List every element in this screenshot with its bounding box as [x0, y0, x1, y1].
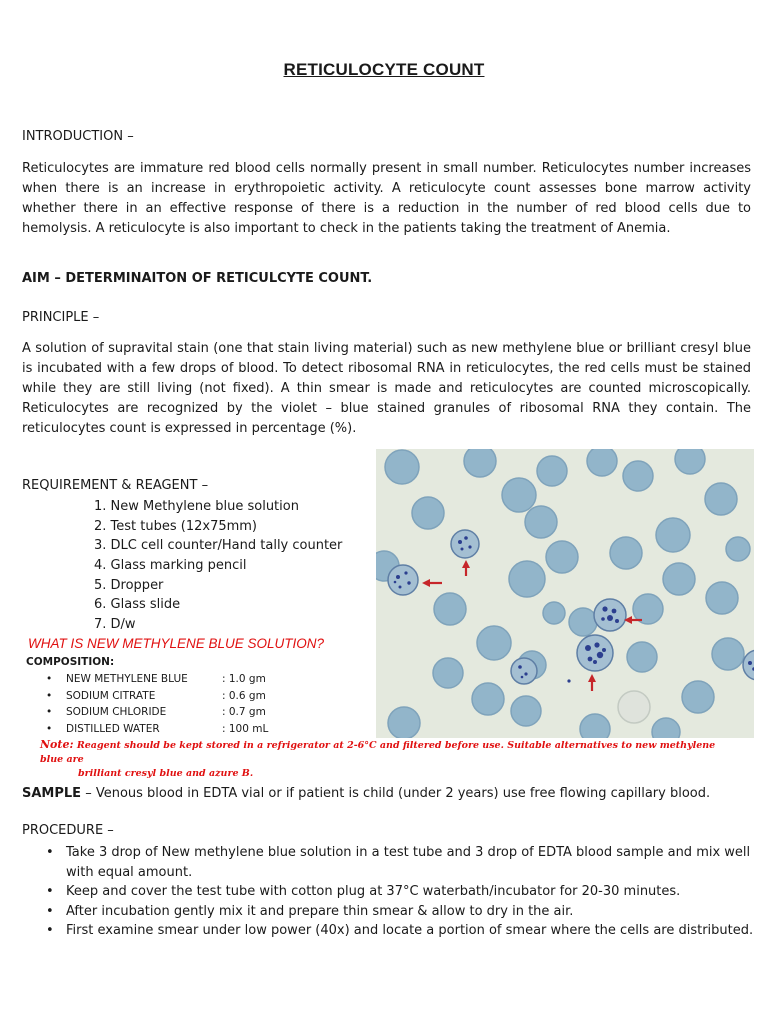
- sample-section: [22, 786, 710, 801]
- bullet-icon: •: [46, 722, 53, 735]
- requirement-item: 1. New Methylene blue solution: [94, 499, 299, 514]
- bullet-icon: •: [46, 903, 54, 919]
- procedure-step: [46, 843, 754, 882]
- requirement-item: 6. Glass slide: [94, 597, 181, 613]
- procedure-step: [46, 902, 754, 922]
- composition-name: DISTILLED WATER: [66, 722, 160, 735]
- microscope-image: [376, 449, 754, 738]
- introduction-text: Reticulocytes are immature red blood cells normally present in small number. Reticulocytes number increases when there is an increase in erythropoietic activity. A reticulocyte count assesses bone marrow activity whether there in an effective response of there is a reduction in the number of red blood cells due to hemolysis. A reticulocyte is also important to check in the patients taking the treatment of Anemia.: [22, 161, 751, 236]
- bullet-icon: •: [46, 673, 53, 685]
- sample-text: – Venous blood in EDTA vial or if patient is child (under 2 years) use free flowing capillary blood.: [81, 786, 711, 801]
- principle-text: A solution of supravital stain (one that stain living material) such as new methylene blue or brilliant cresyl blue is incubated with a few drops of blood. To detect ribosomal RNA in reticulocytes, the red cells must be stained while they are still living (not fixed). A thin smear is made and reticulocytes are counted microscopically. Reticulocytes are recognized by the violet – blue stained granules of ribosomal RNA they contain. The reticulocytes count is expressed in percentage (%).: [22, 341, 751, 436]
- nmb-solution-question: WHAT IS NEW METHYLENE BLUE SOLUTION?: [28, 636, 325, 651]
- bullet-icon: •: [46, 706, 53, 718]
- reagent-note: [40, 738, 740, 781]
- sample-label: SAMPLE: [22, 786, 82, 801]
- requirement-item: 7. D/w: [94, 617, 136, 633]
- procedure-step-text: Take 3 drop of New methylene blue solution in a test tube and 3 drop of EDTA blood sample and mix well with equal amount.: [66, 845, 751, 880]
- composition-heading: COMPOSITION:: [26, 656, 115, 668]
- principle-heading: PRINCIPLE –: [22, 310, 100, 325]
- requirement-item: 5. Dropper: [94, 577, 164, 593]
- page-title: RETICULOCYTE COUNT: [283, 60, 485, 79]
- bullet-icon: •: [46, 689, 53, 702]
- requirement-item: 3. DLC cell counter/Hand tally counter: [94, 538, 343, 554]
- procedure-list: [46, 843, 754, 941]
- note-line-2: brilliant cresyl blue and azure B.: [78, 768, 254, 779]
- composition-qty: : 1.0 gm: [222, 673, 266, 685]
- composition-name: NEW METHYLENE BLUE: [66, 673, 188, 685]
- procedure-step: [46, 921, 754, 941]
- procedure-step: [46, 882, 754, 902]
- aim-heading: AIM – DETERMINAITON OF RETICULCYTE COUNT.: [22, 271, 373, 286]
- note-label: Note:: [40, 738, 74, 751]
- composition-name: SODIUM CHLORIDE: [66, 706, 167, 718]
- requirement-item: 2. Test tubes (12x75mm): [94, 518, 258, 534]
- procedure-heading: PROCEDURE –: [22, 823, 114, 838]
- composition-qty: : 100 mL: [222, 722, 269, 735]
- requirement-list: [94, 497, 342, 635]
- composition-qty: : 0.6 gm: [222, 689, 266, 702]
- bullet-icon: •: [46, 923, 54, 938]
- bullet-icon: •: [46, 845, 54, 860]
- requirement-item: 4. Glass marking pencil: [94, 558, 247, 574]
- composition-qty: : 0.7 gm: [222, 706, 266, 718]
- procedure-step-text: After incubation gently mix it and prepare thin smear & allow to dry in the air.: [66, 903, 574, 919]
- introduction-heading: INTRODUCTION –: [22, 129, 134, 144]
- procedure-step-text: First examine smear under low power (40x) and locate a portion of smear where the cells are distributed.: [66, 923, 754, 938]
- composition-name: SODIUM CITRATE: [66, 689, 156, 702]
- bullet-icon: •: [46, 884, 54, 899]
- requirement-heading: REQUIREMENT & REAGENT –: [22, 478, 209, 493]
- note-line-1: Reagent should be kept stored in a refrigerator at 2-6°C and filtered before use. Suitable alternatives to new methylene blue are: [40, 740, 716, 765]
- procedure-step-text: Keep and cover the test tube with cotton plug at 37°C waterbath/incubator for 20-30 minutes.: [66, 884, 681, 899]
